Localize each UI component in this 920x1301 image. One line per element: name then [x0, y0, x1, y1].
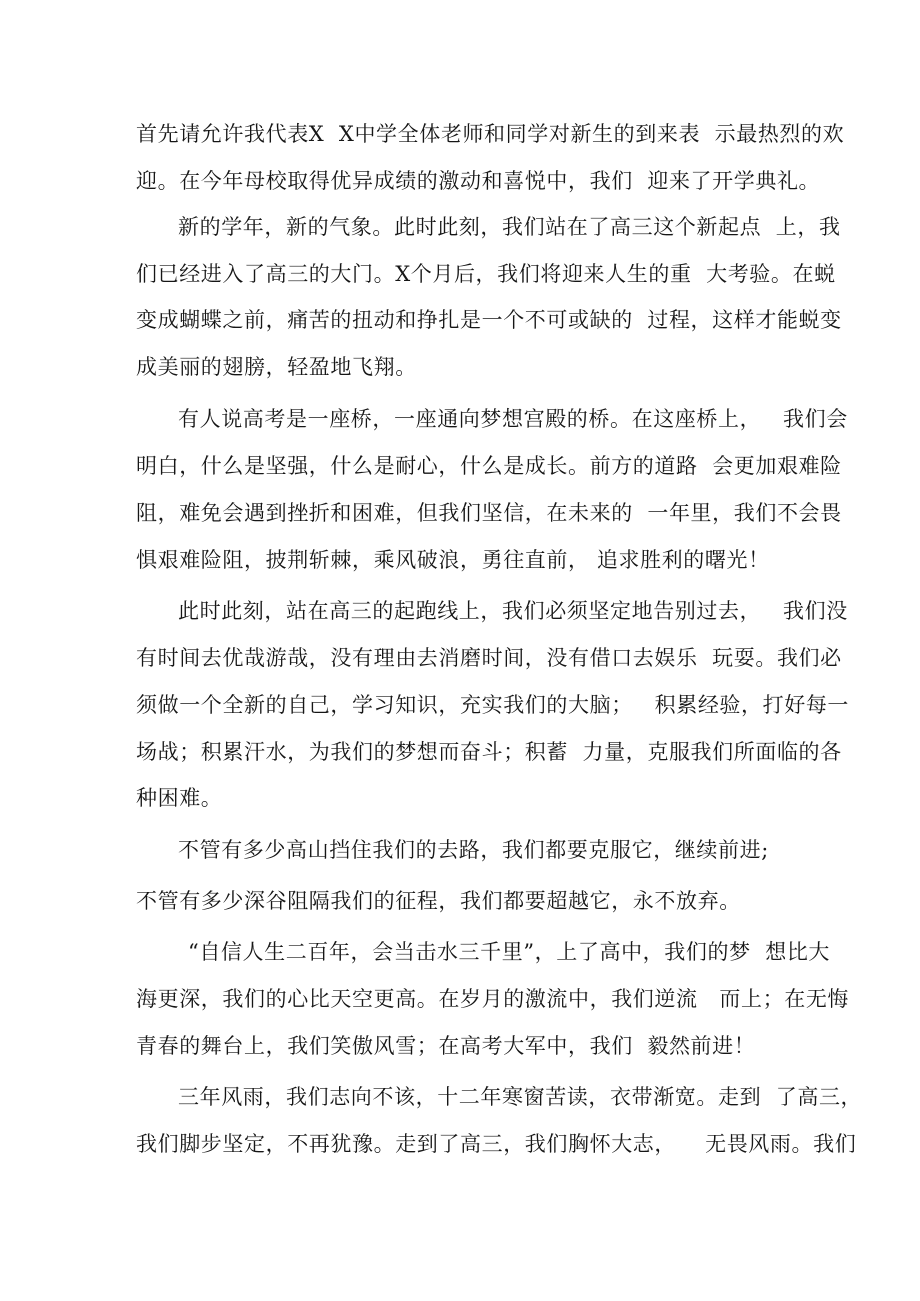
text-line: 明白，什么是坚强，什么是耐心，什么是成长。前方的道路 会更加艰难险 [136, 454, 842, 478]
text-line: 不管有多少高山挡住我们的去路，我们都要克服它，继续前进; [178, 838, 769, 862]
text-line: 种困难。 [136, 786, 223, 810]
text-line: 不管有多少深谷阻隔我们的征程，我们都要超越它，永不放弃。 [136, 889, 741, 913]
text-line: 惧艰难险阻，披荆斩棘，乘风破浪，勇往直前， 追求胜利的曙光！ [136, 548, 770, 572]
text-line: 们已经进入了高三的大门。X个月后，我们将迎来人生的重 大考验。在蜕 [136, 262, 836, 286]
text-line: 变成蝴蝶之前，痛苦的扭动和挣扎是一个不可或缺的 过程，这样才能蜕变 [136, 308, 842, 332]
text-line: 有人说高考是一座桥，一座通向梦想宫殿的桥。在这座桥上， 我们会 [178, 407, 848, 431]
text-line: 三年风雨，我们志向不该，十二年寒窗苦读，衣带渐宽。走到 了高三， [178, 1085, 863, 1109]
text-line: 青春的舞台上，我们笑傲风雪；在高考大军中，我们 毅然前进！ [136, 1034, 756, 1058]
text-line: 阻，难免会遇到挫折和困难，但我们坚信，在未来的 一年里，我们不会畏 [136, 501, 842, 525]
text-line: 我们脚步坚定，不再犹豫。走到了高三，我们胸怀大志， 无畏风雨。我们 [136, 1132, 857, 1156]
text-line: 成美丽的翅膀，轻盈地飞翔。 [136, 355, 417, 379]
text-line: 有时间去优哉游哉，没有理由去消磨时间，没有借口去娱乐 玩耍。我们必 [136, 646, 842, 670]
text-line: 海更深，我们的心比天空更高。在岁月的激流中，我们逆流 而上；在无悔 [136, 987, 850, 1011]
text-line: 首先请允许我代表X X中学全体老师和同学对新生的到来表 示最热烈的欢 [136, 122, 845, 146]
text-line: 须做一个全新的自己，学习知识，充实我们的大脑； 积累经验，打好每一 [136, 693, 850, 717]
text-line: “自信人生二百年，会当击水三千里”，上了高中，我们的梦 想比大 [188, 940, 831, 964]
text-line: 此时此刻，站在高三的起跑线上，我们必须坚定地告别过去， 我们没 [178, 599, 848, 623]
text-line: 新的学年，新的气象。此时此刻，我们站在了高三这个新起点 上，我 [178, 215, 841, 239]
text-line: 迎。在今年母校取得优异成绩的激动和喜悦中，我们 迎来了开学典礼。 [136, 169, 821, 193]
text-line: 场战；积累汗水，为我们的梦想而奋斗；积蓄 力量，克服我们所面临的各 [136, 740, 842, 764]
